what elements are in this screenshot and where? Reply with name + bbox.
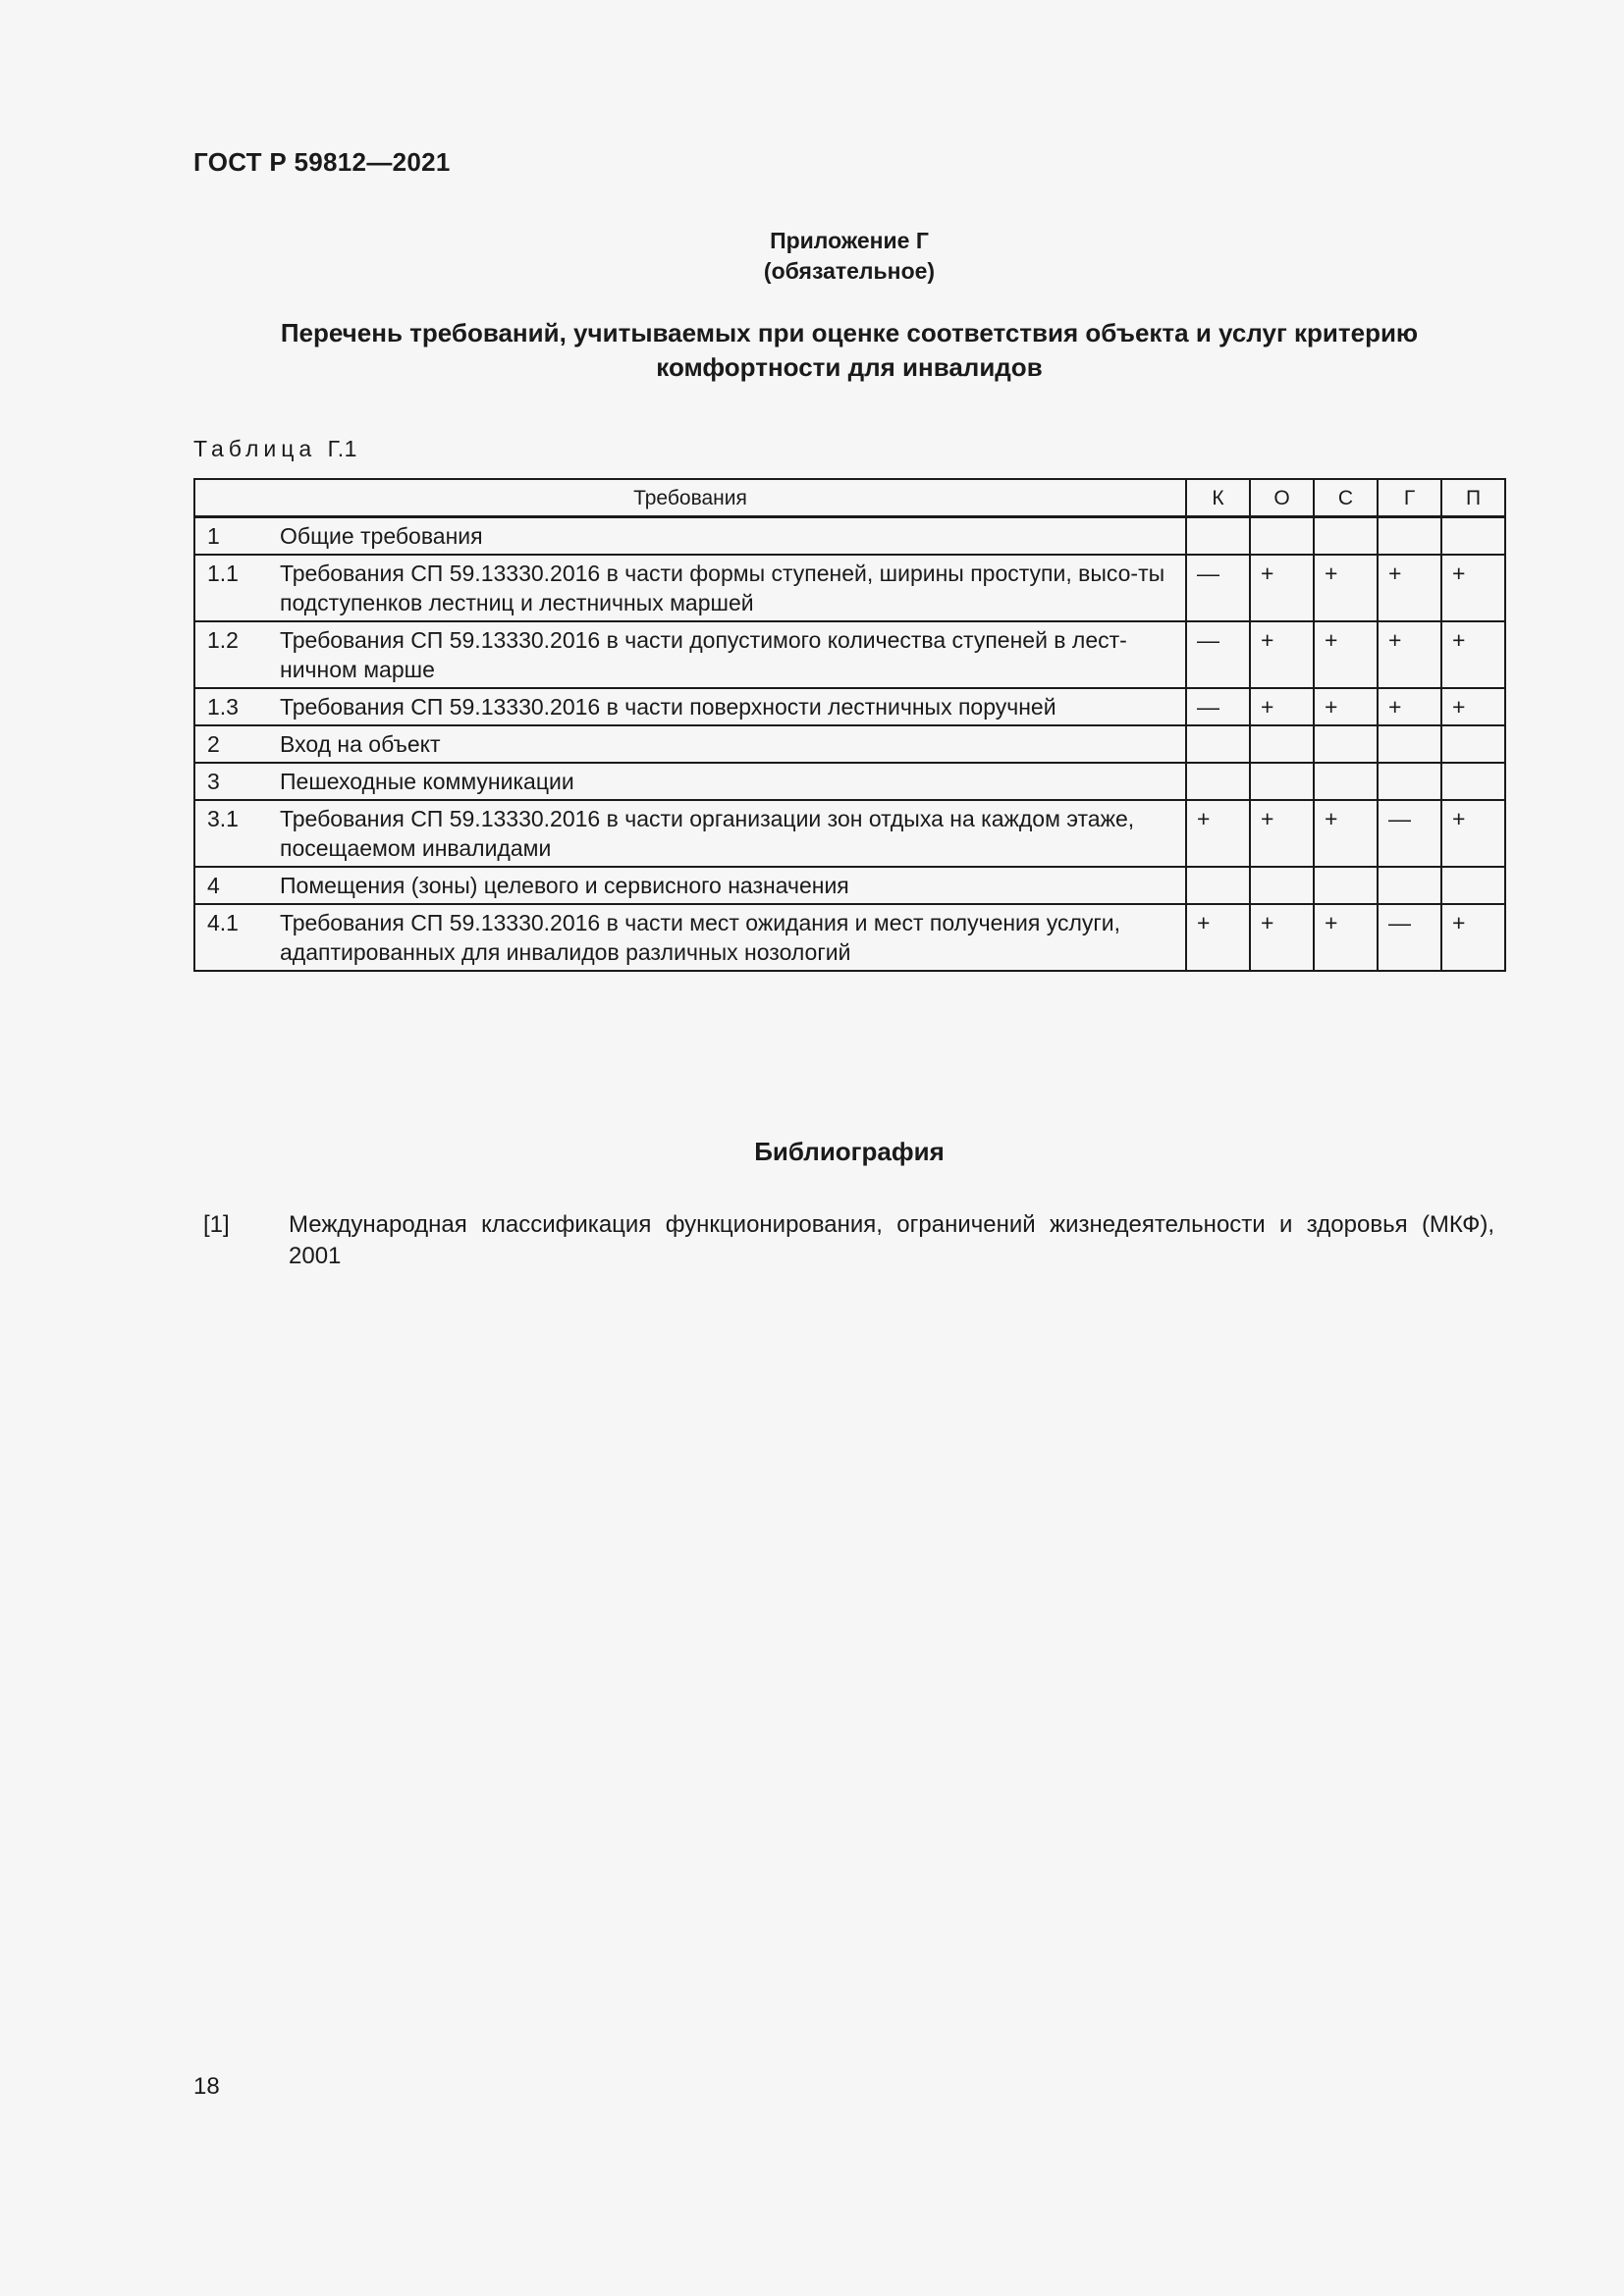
table-caption — [193, 436, 357, 462]
header-requirements: Требования — [194, 479, 1186, 517]
table-row — [194, 904, 1505, 971]
title-line-1: Перечень требований, учитываемых при оценке соответствия объекта и услуг критерию — [280, 318, 1419, 347]
mark-cell-g: + — [1378, 621, 1441, 688]
mark-cell-g: — — [1378, 800, 1441, 867]
row-number: 4 — [194, 867, 272, 904]
row-requirement-text: Требования СП 59.13330.2016 в части допустимого количества ступеней в лест-ничном марше — [272, 621, 1186, 688]
header-o: О — [1250, 479, 1314, 517]
table-caption-word: Таблица — [193, 436, 317, 461]
mark-cell-p: + — [1441, 555, 1505, 621]
appendix-heading — [193, 226, 1505, 287]
mark-cell-p: + — [1441, 621, 1505, 688]
table-row — [194, 517, 1505, 556]
mark-cell-k — [1186, 725, 1250, 763]
mark-cell-g: + — [1378, 688, 1441, 725]
row-number: 1.2 — [194, 621, 272, 688]
header-p: П — [1441, 479, 1505, 517]
mark-cell-s — [1314, 763, 1378, 800]
mark-cell-k — [1186, 867, 1250, 904]
row-requirement-text: Помещения (зоны) целевого и сервисного назначения — [272, 867, 1186, 904]
row-number: 1.3 — [194, 688, 272, 725]
row-number: 1 — [194, 517, 272, 556]
title-line-2: комфортности для инвалидов — [656, 352, 1043, 382]
header-s: С — [1314, 479, 1378, 517]
mark-cell-o — [1250, 763, 1314, 800]
row-number: 2 — [194, 725, 272, 763]
row-number: 4.1 — [194, 904, 272, 971]
mark-cell-o: + — [1250, 621, 1314, 688]
mark-cell-s: + — [1314, 800, 1378, 867]
requirements-table — [193, 478, 1506, 972]
header-g: Г — [1378, 479, 1441, 517]
bibliography-entry — [203, 1209, 1494, 1272]
table-row — [194, 867, 1505, 904]
mark-cell-k: — — [1186, 688, 1250, 725]
mark-cell-g: — — [1378, 904, 1441, 971]
mark-cell-p: + — [1441, 800, 1505, 867]
mark-cell-s — [1314, 725, 1378, 763]
row-requirement-text: Пешеходные коммуникации — [272, 763, 1186, 800]
mark-cell-o: + — [1250, 555, 1314, 621]
appendix-title: Приложение Г — [770, 228, 929, 253]
table-row — [194, 621, 1505, 688]
mark-cell-g — [1378, 763, 1441, 800]
row-requirement-text: Общие требования — [272, 517, 1186, 556]
mark-cell-k: — — [1186, 621, 1250, 688]
mark-cell-p — [1441, 763, 1505, 800]
table-row — [194, 725, 1505, 763]
table-row — [194, 688, 1505, 725]
mark-cell-g — [1378, 725, 1441, 763]
mark-cell-s: + — [1314, 621, 1378, 688]
mark-cell-p: + — [1441, 688, 1505, 725]
table-caption-number: Г.1 — [327, 436, 357, 461]
mark-cell-k — [1186, 763, 1250, 800]
mark-cell-g: + — [1378, 555, 1441, 621]
appendix-main-title — [193, 316, 1505, 385]
row-number: 1.1 — [194, 555, 272, 621]
row-number: 3 — [194, 763, 272, 800]
mark-cell-s — [1314, 867, 1378, 904]
mark-cell-p — [1441, 867, 1505, 904]
page-number: 18 — [193, 2073, 220, 2100]
table-row — [194, 763, 1505, 800]
table-row — [194, 555, 1505, 621]
mark-cell-s — [1314, 517, 1378, 556]
bibliography-entry-text: Международная классификация функционирования, ограничений жизнедеятельности и здоровья (МКФ), 2001 — [289, 1211, 1494, 1269]
mark-cell-k: + — [1186, 904, 1250, 971]
mark-cell-o: + — [1250, 800, 1314, 867]
document-number: ГОСТ Р 59812—2021 — [193, 147, 451, 177]
mark-cell-s: + — [1314, 688, 1378, 725]
row-requirement-text: Вход на объект — [272, 725, 1186, 763]
mark-cell-k: — — [1186, 555, 1250, 621]
mark-cell-s: + — [1314, 904, 1378, 971]
mark-cell-g — [1378, 517, 1441, 556]
mark-cell-o: + — [1250, 688, 1314, 725]
mark-cell-s: + — [1314, 555, 1378, 621]
row-requirement-text: Требования СП 59.13330.2016 в части поверхности лестничных поручней — [272, 688, 1186, 725]
mark-cell-o: + — [1250, 904, 1314, 971]
table-row — [194, 800, 1505, 867]
mark-cell-k — [1186, 517, 1250, 556]
mark-cell-o — [1250, 725, 1314, 763]
mark-cell-g — [1378, 867, 1441, 904]
row-requirement-text: Требования СП 59.13330.2016 в части организации зон отдыха на каждом этаже, посещаемом инвалидами — [272, 800, 1186, 867]
appendix-subtitle: (обязательное) — [763, 258, 936, 284]
bibliography-entry-number: [1] — [203, 1211, 230, 1238]
mark-cell-p — [1441, 517, 1505, 556]
row-requirement-text: Требования СП 59.13330.2016 в части формы ступеней, ширины проступи, высо-ты подступенков лестниц и лестничных маршей — [272, 555, 1186, 621]
mark-cell-k: + — [1186, 800, 1250, 867]
bibliography-title: Библиография — [754, 1137, 945, 1166]
header-k: К — [1186, 479, 1250, 517]
mark-cell-p: + — [1441, 904, 1505, 971]
mark-cell-o — [1250, 867, 1314, 904]
table-header-row — [194, 479, 1505, 517]
mark-cell-o — [1250, 517, 1314, 556]
row-number: 3.1 — [194, 800, 272, 867]
row-requirement-text: Требования СП 59.13330.2016 в части мест ожидания и мест получения услуги, адаптированных для инвалидов различных нозологий — [272, 904, 1186, 971]
mark-cell-p — [1441, 725, 1505, 763]
